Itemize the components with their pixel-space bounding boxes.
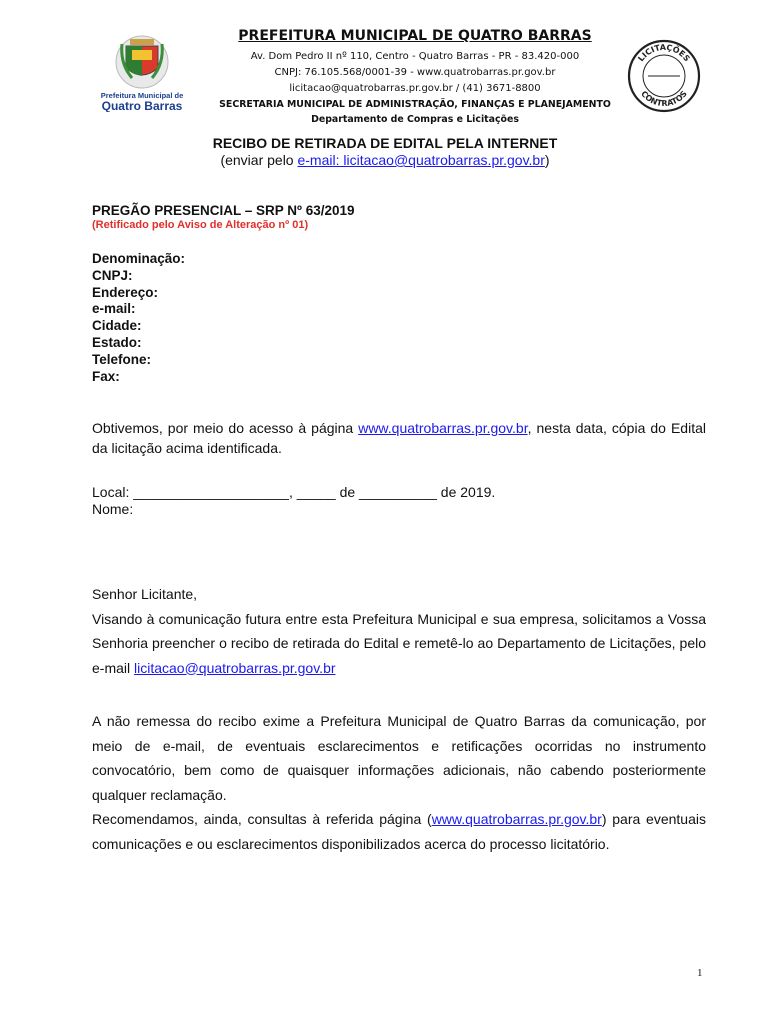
obtivemos-suffix: , nesta data, cópia do Edital da licitação acima identificada. [92, 420, 706, 456]
svg-text:CONTRATOS: CONTRATOS [639, 89, 689, 109]
recibo-sub-prefix: (enviar pelo [220, 152, 298, 168]
svg-text:LICITAÇÕES: LICITAÇÕES [636, 42, 692, 64]
cnpj-line: CNPJ: 76.105.568/0001-39 - www.quatrobarras.pr.gov.br [274, 67, 556, 78]
senhor-paragraph [92, 607, 706, 681]
recomendamos-paragraph [92, 807, 706, 856]
address-line: Av. Dom Pedro II nº 110, Centro - Quatro Barras - PR - 83.420-000 [250, 51, 580, 62]
nao-remessa-paragraph: A não remessa do recibo exime a Prefeitura Municipal de Quatro Barras da comunicação, por meio de e-mail, de eventuais esclarecimentos e retificações ocorridas no instrumento convocatório, bem como de quaisquer informações adicionais, não cabendo posteriormente qualquer reclamação. [92, 713, 706, 803]
obtivemos-paragraph [92, 418, 706, 458]
field-estado: Estado: [92, 334, 142, 350]
contact-line: licitacao@quatrobarras.pr.gov.br / (41) 3671-8800 [289, 83, 541, 94]
licitacao-email-link[interactable]: licitacao@quatrobarras.pr.gov.br [134, 659, 336, 676]
greeting: Senhor Licitante, [92, 586, 198, 602]
form-fields [92, 251, 185, 385]
local-block [92, 484, 495, 518]
field-telefone: Telefone: [92, 351, 152, 367]
local-line: Local: ____________________, _____ de __________ de 2019. [92, 484, 496, 500]
senhor-text: Visando à comunicação futura entre esta Prefeitura Municipal e sua empresa, solicitamos a Vossa Senhoria preencher o recibo de retirada do Edital e remetê-lo ao Departamento de Licitações, pelo e-mail [92, 610, 706, 676]
recibo-sub-suffix: ) [544, 152, 550, 168]
header-block [200, 28, 630, 127]
page-number: 1 [697, 967, 703, 979]
svg-text:Quatro Barras: Quatro Barras [101, 99, 183, 112]
website-link-2[interactable]: www.quatrobarras.pr.gov.br [431, 811, 602, 827]
nome-line: Nome: [92, 501, 134, 517]
licitacoes-stamp [626, 38, 702, 114]
nao-remessa-block [92, 709, 706, 856]
pregao-title: PREGÃO PRESENCIAL – SRP Nº 63/2019 [92, 203, 355, 218]
field-denominacao: Denominação: [92, 251, 186, 266]
website-link[interactable]: www.quatrobarras.pr.gov.br [358, 420, 528, 436]
departamento-line: Departamento de Compras e Licitações [311, 114, 519, 125]
field-cidade: Cidade: [92, 318, 142, 334]
prefeitura-title: PREFEITURA MUNICIPAL DE QUATRO BARRAS [238, 28, 592, 44]
field-fax: Fax: [92, 368, 120, 384]
recibo-title: RECIBO DE RETIRADA DE EDITAL PELA INTERNET [212, 135, 558, 151]
recomendamos-suffix: ) para eventuais comunicações e ou esclarecimentos disponibilizados acerca do processo licitatório. [92, 811, 706, 852]
field-endereco: Endereço: [92, 284, 159, 300]
recomendamos-prefix: Recomendamos, ainda, consultas à referida página ( [92, 811, 432, 827]
senhor-block [92, 582, 706, 680]
recibo-subtitle [0, 152, 770, 168]
field-email: e-mail: [92, 301, 136, 317]
obtivemos-prefix: Obtivemos, por meio do acesso à página [92, 420, 359, 436]
retificado-note: (Retificado pelo Aviso de Alteração nº 01) [92, 219, 309, 231]
prefeitura-logo [92, 34, 192, 112]
recibo-email-link[interactable]: e-mail: licitacao@quatrobarras.pr.gov.br [297, 152, 545, 168]
svg-text:Prefeitura Municipal de: Prefeitura Municipal de [100, 91, 184, 100]
field-cnpj: CNPJ: [92, 267, 133, 283]
secretaria-line: SECRETARIA MUNICIPAL DE ADMINISTRAÇÃO, FINANÇAS E PLANEJAMENTO [219, 99, 611, 110]
